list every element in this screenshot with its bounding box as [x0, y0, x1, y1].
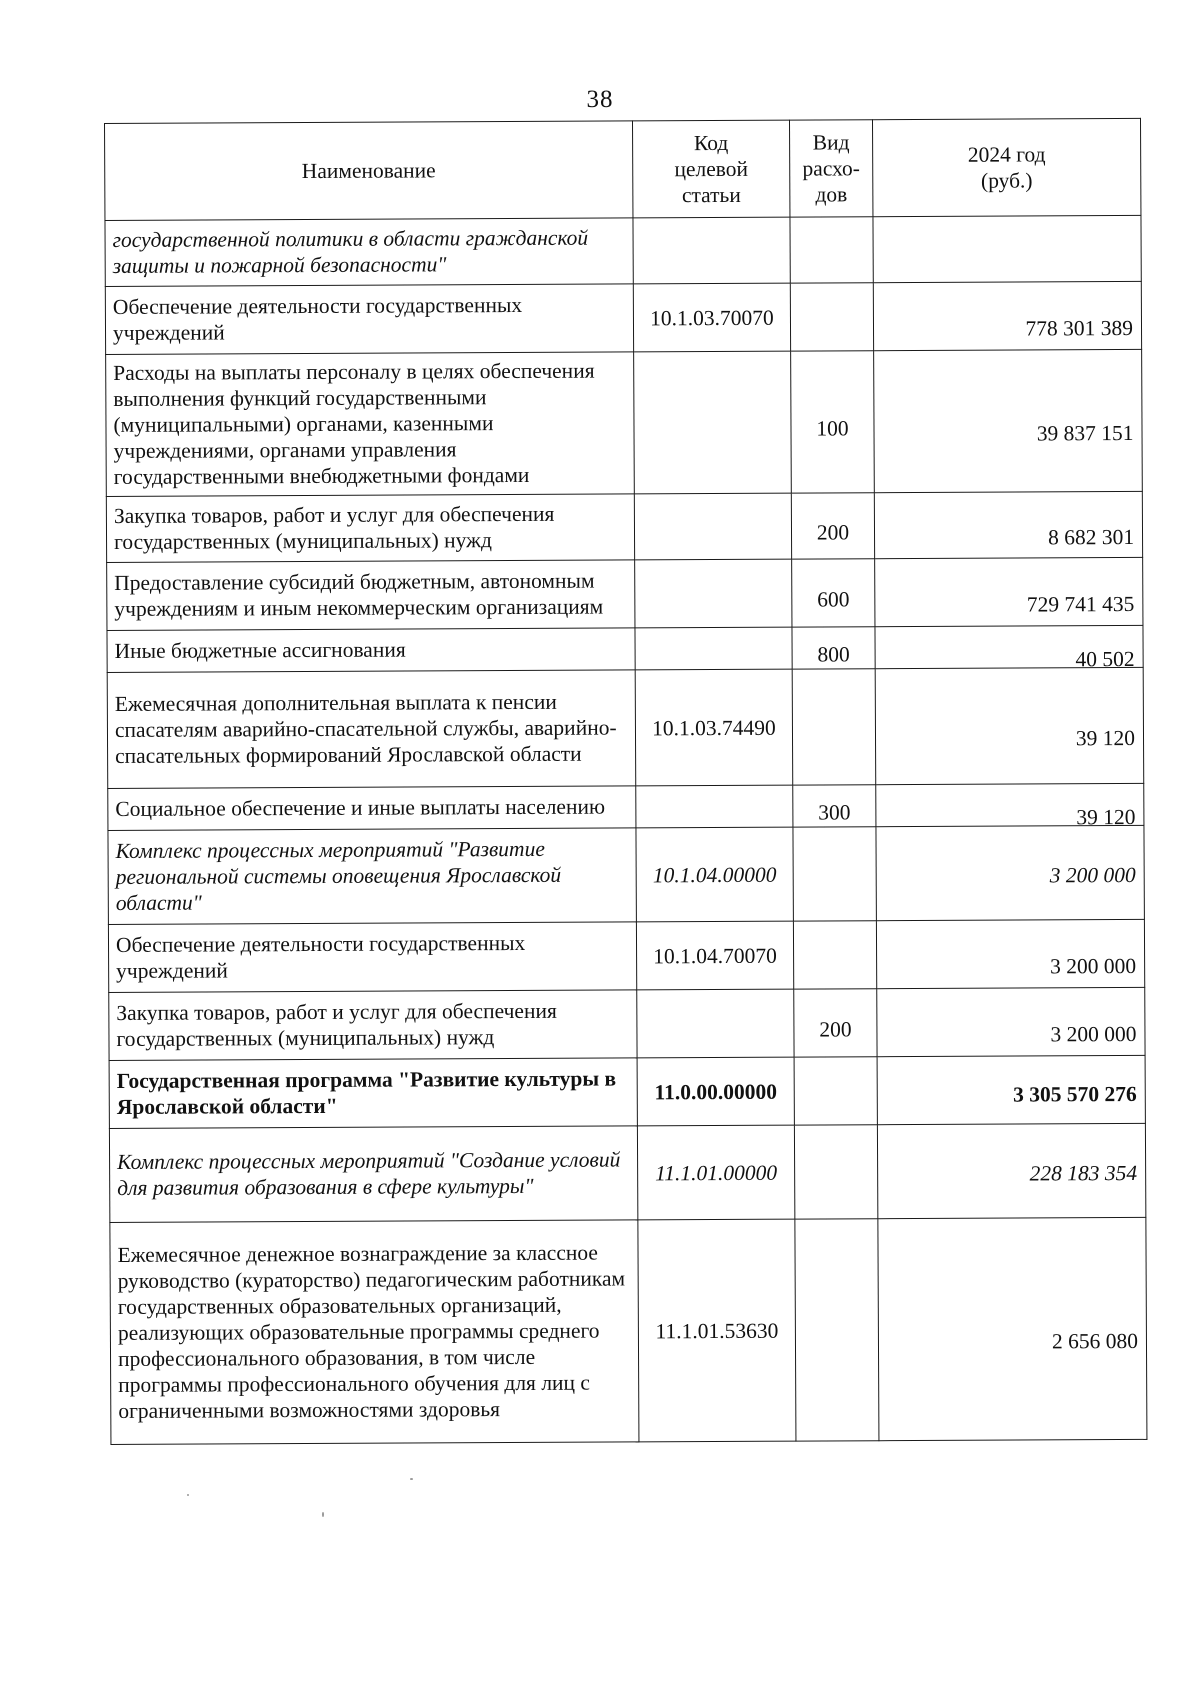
budget-table	[104, 118, 1147, 1445]
table-row	[109, 1123, 1145, 1222]
row-code-cell	[637, 1125, 794, 1220]
row-amount-text: 39 120	[1076, 804, 1136, 829]
row-code-cell	[633, 217, 790, 284]
row-amount-text: 39 837 151	[1036, 420, 1134, 445]
row-code-text: 11.1.01.53630	[655, 1318, 779, 1343]
scan-speck	[410, 1478, 413, 1480]
row-amount-cell	[878, 1217, 1147, 1440]
row-amount-cell	[877, 1123, 1145, 1218]
table-header-row	[105, 118, 1141, 220]
row-type-text: 600	[817, 586, 850, 612]
row-amount-cell	[876, 919, 1144, 988]
row-amount-text: 8 682 301	[1047, 524, 1135, 549]
table-row	[106, 349, 1143, 496]
row-code-cell	[637, 1057, 794, 1126]
row-amount-cell	[874, 349, 1143, 492]
row-amount-text: 228 183 354	[1029, 1160, 1138, 1185]
row-code-cell	[637, 989, 794, 1058]
row-amount-cell	[875, 557, 1143, 626]
row-name-cell: Социальное обеспечение и иные выплаты населению	[108, 786, 636, 831]
table-row	[110, 1217, 1147, 1444]
row-amount-cell	[876, 825, 1144, 920]
table-row	[109, 987, 1145, 1060]
table-row	[105, 281, 1141, 354]
row-amount-text: 3 305 570 276	[1013, 1081, 1137, 1107]
row-type-cell	[793, 921, 876, 989]
row-code-text: 10.1.04.70070	[653, 943, 777, 968]
row-type-cell	[795, 1219, 879, 1441]
row-type-text: 200	[816, 519, 850, 545]
table-row	[106, 491, 1142, 562]
table-row	[107, 625, 1143, 672]
row-type-cell	[792, 669, 876, 785]
row-amount-text: 2 656 080	[1051, 1328, 1139, 1353]
row-type-cell	[792, 627, 875, 669]
row-amount-text: 3 200 000	[1050, 1021, 1137, 1046]
row-amount-text: 3 200 000	[1050, 953, 1137, 978]
row-amount-cell	[877, 987, 1145, 1056]
table-row	[108, 919, 1144, 992]
row-name-cell: Обеспечение деятельности государственных учреждений	[105, 284, 633, 355]
row-code-cell	[634, 493, 791, 560]
row-type-cell	[794, 1125, 877, 1219]
table-row	[108, 783, 1144, 830]
row-amount-cell	[873, 215, 1141, 282]
row-code-text: 10.1.04.00000	[652, 862, 777, 887]
row-name-cell: государственной политики в области гражданской защиты и пожарной безопасности"	[105, 218, 633, 287]
row-name-cell: Комплекс процессных мероприятий "Развитие региональной системы оповещения Ярославской области"	[108, 828, 636, 925]
row-amount-text: 39 120	[1075, 725, 1136, 750]
row-type-cell	[793, 785, 876, 827]
row-amount-cell	[875, 667, 1144, 784]
row-code-cell	[636, 921, 793, 990]
row-name-cell: Закупка товаров, работ и услуг для обеспечения государственных (муниципальных) нужд	[109, 990, 637, 1061]
row-type-cell	[790, 217, 873, 283]
row-code-cell	[635, 669, 793, 786]
row-code-text: 11.0.00.00000	[654, 1079, 778, 1104]
row-name-cell: Закупка товаров, работ и услуг для обеспечения государственных (муниципальных) нужд	[106, 494, 634, 563]
header-name: Наименование	[105, 121, 633, 221]
row-name-cell: Расходы на выплаты персоналу в целях обеспечения выполнения функций государственными (муниципальными) органами, казенными учреждениями, органами управления государственными внебюджетными фондами	[106, 352, 635, 497]
header-amount: 2024 год (руб.)	[872, 118, 1140, 216]
row-amount-cell	[877, 1055, 1145, 1124]
row-type-text: 100	[816, 415, 849, 441]
row-type-cell	[790, 283, 873, 351]
row-type-cell	[791, 351, 875, 493]
row-code-text: 10.1.03.70070	[650, 305, 774, 330]
table-row	[108, 825, 1144, 924]
row-amount-cell	[875, 625, 1143, 671]
row-code-cell	[634, 351, 792, 494]
row-name-cell: Ежемесячное денежное вознаграждение за классное руководство (кураторство) педагогическим работникам государственных образовательных организаций, реализующих образовательные программы среднего профессионального образования, в том числе программы профессионального обучения для лиц с ограниченными возможностями здоровья	[110, 1220, 639, 1445]
scan-speck	[187, 1494, 189, 1496]
table-body	[105, 215, 1147, 1444]
table-row	[109, 1055, 1145, 1128]
row-amount-cell	[876, 783, 1144, 829]
row-name-cell: Ежемесячная дополнительная выплата к пенсии спасателям аварийно-спасательной службы, аварийно-спасательных формирований Ярославской области	[107, 670, 636, 789]
header-code: Код целевой статьи	[632, 120, 789, 218]
row-amount-cell	[873, 281, 1141, 350]
header-type: Вид расхо-дов	[789, 120, 872, 217]
row-type-text: 300	[818, 799, 851, 825]
row-type-cell	[793, 827, 876, 921]
row-code-cell	[636, 827, 793, 922]
row-code-cell	[633, 283, 790, 352]
row-name-cell: Комплекс процессных мероприятий "Создание условий для развития образования в сфере культуры"	[109, 1126, 637, 1223]
row-type-cell	[791, 493, 874, 559]
row-amount-text: 729 741 435	[1026, 591, 1135, 616]
row-type-cell	[792, 559, 875, 627]
row-amount-text: 778 301 389	[1025, 315, 1134, 340]
row-code-text: 10.1.03.74490	[652, 715, 776, 740]
row-code-cell	[636, 785, 793, 828]
row-type-text: 800	[817, 641, 850, 667]
row-type-text: 200	[819, 1016, 852, 1042]
row-code-cell	[635, 559, 792, 628]
row-amount-text: 3 200 000	[1049, 862, 1136, 887]
row-name-cell: Иные бюджетные ассигнования	[107, 628, 635, 673]
row-code-cell	[638, 1219, 796, 1442]
row-name-cell: Предоставление субсидий бюджетным, автономным учреждениям и иным некоммерческим организациям	[107, 560, 635, 631]
table-row	[107, 667, 1144, 788]
row-type-cell	[794, 989, 877, 1057]
row-name-cell: Обеспечение деятельности государственных учреждений	[108, 922, 636, 993]
row-code-cell	[635, 627, 792, 670]
row-amount-text: 40 502	[1075, 646, 1135, 671]
row-code-text: 11.1.01.00000	[655, 1160, 778, 1185]
table-row	[105, 215, 1141, 286]
row-name-cell: Государственная программа "Развитие культуры в Ярославской области"	[109, 1058, 637, 1129]
row-type-cell	[794, 1057, 877, 1125]
page-number: 38	[586, 86, 614, 113]
scan-speck	[322, 1512, 324, 1517]
table-row	[107, 557, 1143, 630]
row-amount-cell	[874, 491, 1142, 558]
